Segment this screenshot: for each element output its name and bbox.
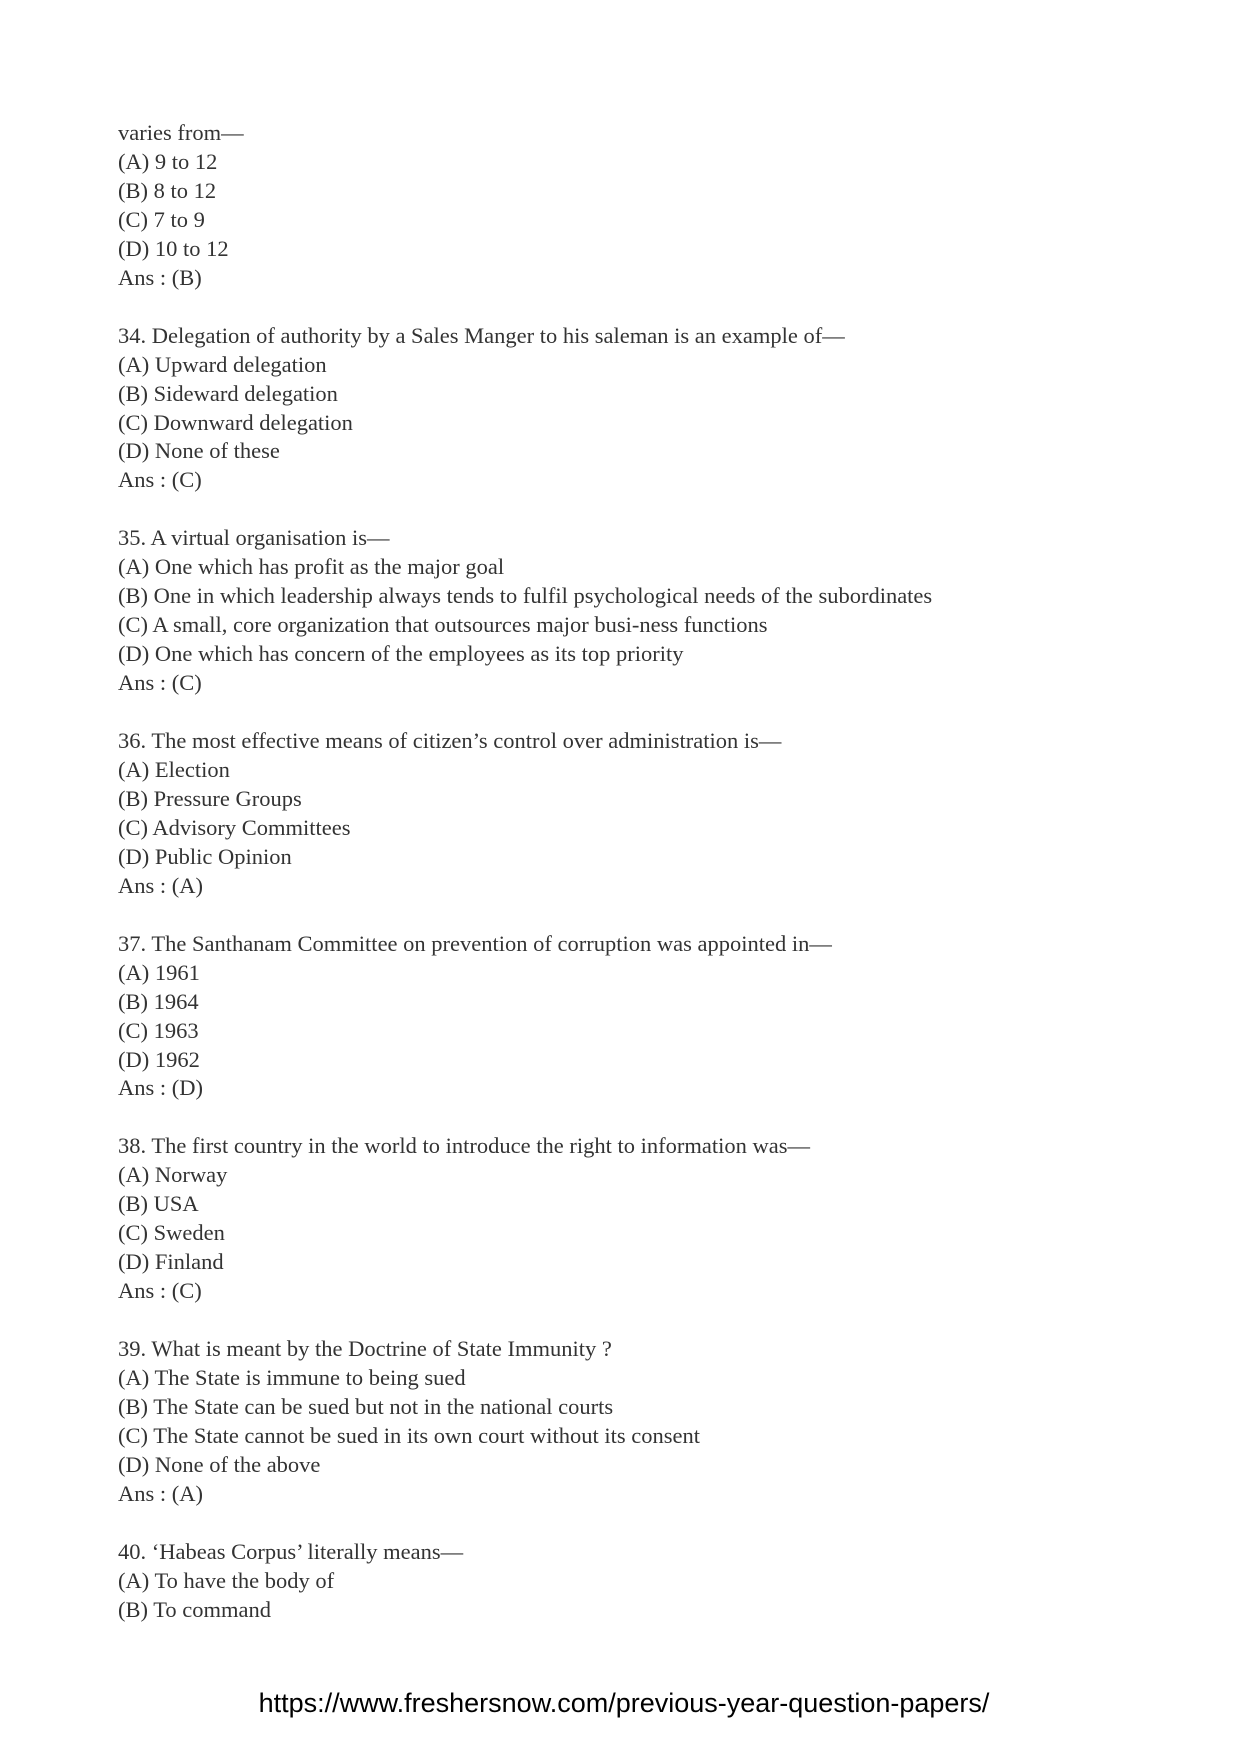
option-text: (D) One which has concern of the employees as its top priority — [118, 641, 684, 667]
option-text: (A) One which has profit as the major goal — [118, 554, 505, 580]
option-text: (B) 1964 — [118, 988, 199, 1014]
question-block — [118, 727, 932, 901]
option-text: (A) Norway — [118, 1162, 228, 1188]
question-text: 36. The most effective means of citizen’s control over administration is— — [118, 728, 782, 754]
question-text: 39. What is meant by the Doctrine of State Immunity ? — [118, 1336, 612, 1362]
option-text: (B) The State can be sued but not in the national courts — [118, 1393, 614, 1419]
question-block — [118, 930, 932, 1104]
option-text: (A) 1961 — [118, 959, 200, 985]
option-text: (B) Pressure Groups — [118, 785, 302, 811]
option-text: (D) Finland — [118, 1249, 224, 1275]
option-text: (D) None of these — [118, 438, 280, 464]
answer-text: Ans : (A) — [118, 872, 203, 898]
question-text: 34. Delegation of authority by a Sales Manger to his saleman is an example of— — [118, 322, 845, 348]
option-text: (D) 1962 — [118, 1046, 200, 1072]
option-text: (A) The State is immune to being sued — [118, 1364, 466, 1390]
option-text: (C) The State cannot be sued in its own court without its consent — [118, 1422, 700, 1448]
option-text: (C) Downward delegation — [118, 409, 353, 435]
question-text: 38. The first country in the world to introduce the right to information was— — [118, 1133, 810, 1159]
question-list — [118, 119, 932, 1654]
question-block — [118, 1335, 932, 1509]
question-text: 37. The Santhanam Committee on prevention of corruption was appointed in— — [118, 930, 832, 956]
option-text: (B) To command — [118, 1596, 271, 1622]
question-block — [118, 119, 932, 293]
footer-url[interactable]: https://www.freshersnow.com/previous-year-question-papers/ — [258, 1688, 990, 1718]
option-text: (D) None of the above — [118, 1451, 321, 1477]
option-text: (C) 7 to 9 — [118, 206, 205, 232]
answer-text: Ans : (C) — [118, 1278, 202, 1304]
answer-text: Ans : (A) — [118, 1480, 203, 1506]
option-text: (D) Public Opinion — [118, 843, 292, 869]
option-text: (B) One in which leadership always tends to fulfil psychological needs of the subordinates — [118, 583, 933, 609]
question-block — [118, 1132, 932, 1306]
option-text: (A) Election — [118, 756, 230, 782]
answer-text: Ans : (C) — [118, 670, 202, 696]
question-text: 40. ‘Habeas Corpus’ literally means— — [118, 1538, 464, 1564]
option-text: (B) USA — [118, 1191, 199, 1217]
option-text: (B) 8 to 12 — [118, 177, 217, 203]
option-text: (C) Advisory Committees — [118, 814, 351, 840]
option-text: (C) 1963 — [118, 1017, 199, 1043]
answer-text: Ans : (D) — [118, 1075, 203, 1101]
option-text: (A) 9 to 12 — [118, 148, 218, 174]
question-text: varies from— — [118, 120, 244, 145]
answer-text: Ans : (C) — [118, 467, 202, 493]
option-text: (A) Upward delegation — [118, 351, 327, 377]
question-block — [118, 322, 932, 496]
question-block — [118, 524, 932, 698]
question-text: 35. A virtual organisation is— — [118, 525, 390, 551]
option-text: (C) Sweden — [118, 1220, 225, 1246]
question-block — [118, 1538, 932, 1625]
option-text: (B) Sideward delegation — [118, 380, 338, 406]
option-text: (C) A small, core organization that outsources major busi-ness functions — [118, 612, 768, 638]
option-text: (D) 10 to 12 — [118, 235, 229, 261]
answer-text: Ans : (B) — [118, 264, 202, 290]
option-text: (A) To have the body of — [118, 1567, 335, 1593]
